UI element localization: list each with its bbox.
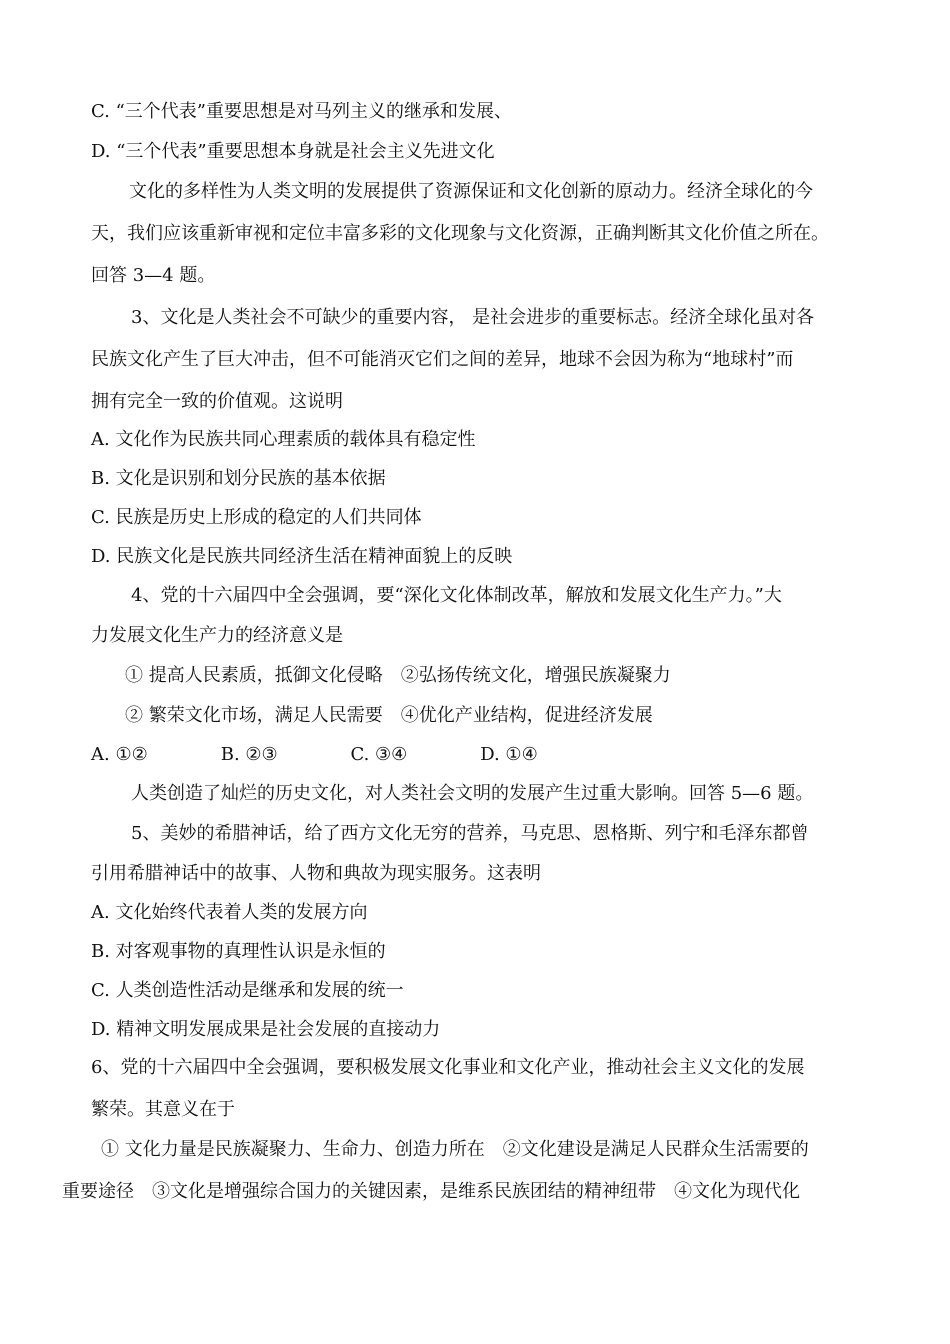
option-d-line: D. 民族文化是民族共同经济生活在精神面貌上的反映 [91,546,513,567]
option-a-line: A. 文化作为民族共同心理素质的载体具有稳定性 [91,429,476,450]
question-6-line: 6、党的十六届四中全会强调，要积极发展文化事业和文化产业，推动社会主义文化的发展 [91,1057,805,1078]
statement-line: ① 提高人民素质，抵御文化侵略 ②弘扬传统文化，增强民族凝聚力 [125,665,671,686]
passage-line: 回答 3—4 题。 [91,265,216,286]
option-d: D. ①④ [480,744,538,765]
option-b-line: B. 对客观事物的真理性认识是永恒的 [91,941,386,962]
question-3-line: 拥有完全一致的价值观。这说明 [91,391,343,412]
option-a: A. ①② [91,744,148,765]
question-4-options [91,743,538,767]
question-5-line: 5、美妙的希腊神话，给了西方文化无穷的营养，马克思、恩格斯、列宁和毛泽东都曾 [131,823,809,844]
option-c-line: C. 人类创造性活动是继承和发展的统一 [91,980,404,1001]
option-c-line: C. “三个代表”重要思想是对马列主义的继承和发展、 [91,101,512,122]
option-b-line: B. 文化是识别和划分民族的基本依据 [91,468,386,489]
statement-line: 重要途径 ③文化是增强综合国力的关键因素，是维系民族团结的精神纽带 ④文化为现代化 [62,1181,800,1202]
option-d-line: D. “三个代表”重要思想本身就是社会主义先进文化 [91,141,495,162]
question-6-line: 繁荣。其意义在于 [91,1099,235,1120]
option-c: C. ③④ [350,744,408,765]
passage-line: 天，我们应该重新审视和定位丰富多彩的文化现象与文化资源，正确判断其文化价值之所在。 [91,223,829,244]
question-4-line: 4、党的十六届四中全会强调，要“深化文化体制改革，解放和发展文化生产力。”大 [131,585,782,606]
question-3-line: 3、文化是人类社会不可缺少的重要内容， 是社会进步的重要标志。经济全球化虽对各 [131,307,815,328]
option-b: B. ②③ [220,744,278,765]
statement-line: ② 繁荣文化市场，满足人民需要 ④优化产业结构，促进经济发展 [125,705,653,726]
statement-line: ① 文化力量是民族凝聚力、生命力、创造力所在 ②文化建设是满足人民群众生活需要的 [101,1139,809,1160]
option-c-line: C. 民族是历史上形成的稳定的人们共同体 [91,507,422,528]
passage-line: 文化的多样性为人类文明的发展提供了资源保证和文化创新的原动力。经济全球化的今 [129,181,813,202]
option-d-line: D. 精神文明发展成果是社会发展的直接动力 [91,1019,441,1040]
question-5-line: 引用希腊神话中的故事、人物和典故为现实服务。这表明 [91,863,541,884]
passage-line: 人类创造了灿烂的历史文化，对人类社会文明的发展产生过重大影响。回答 5—6 题。 [131,783,814,804]
option-a-line: A. 文化始终代表着人类的发展方向 [91,902,368,923]
question-3-line: 民族文化产生了巨大冲击，但不可能消灭它们之间的差异，地球不会因为称为“地球村”而 [91,349,794,370]
question-4-line: 力发展文化生产力的经济意义是 [91,625,343,646]
